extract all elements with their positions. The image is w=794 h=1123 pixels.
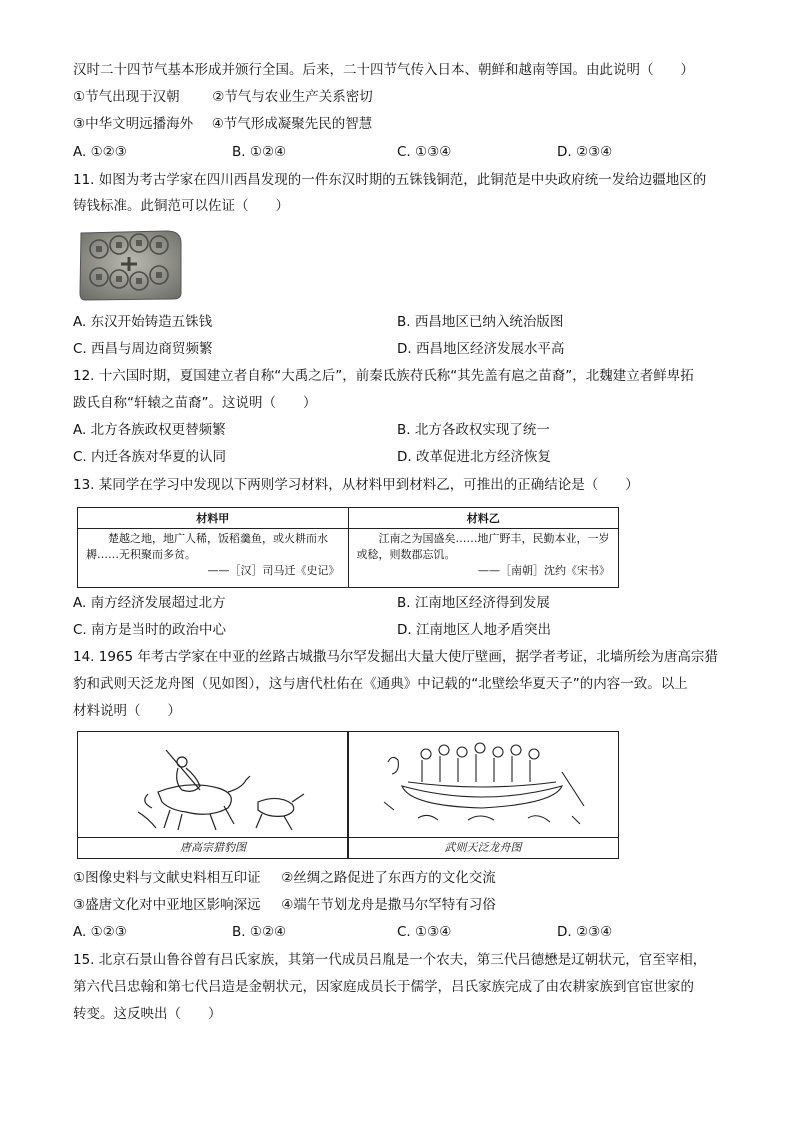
dragon-boat-illustration xyxy=(348,732,618,836)
q14-option-b[interactable]: B. ①②④ xyxy=(232,924,287,940)
q14-stem-line1: 14. 1965 年考古学家在中亚的丝路古城撒马尔罕发掘出大量大使厅壁画，据学者考证，北墙所绘为唐高宗猎 xyxy=(73,649,718,665)
material-b-cell xyxy=(348,529,619,588)
q14-statement-1: ①图像史料与文献史料相互印证 xyxy=(73,870,261,886)
q15-stem-line3: 转变。这反映出（ ） xyxy=(73,1006,222,1022)
q14-option-c[interactable]: C. ①③④ xyxy=(397,924,452,940)
q12-option-a[interactable]: A. 北方各族政权更替频繁 xyxy=(73,422,226,438)
q10-option-b[interactable]: B. ①②④ xyxy=(232,144,287,160)
q13-stem: 13. 某同学在学习中发现以下两则学习材料，从材料甲到材料乙，可推出的正确结论是（ ） xyxy=(73,477,639,493)
q13-option-b[interactable]: B. 江南地区经济得到发展 xyxy=(397,595,550,611)
q10-statement-2: ②节气与农业生产关系密切 xyxy=(212,89,373,105)
q10-statements-2 xyxy=(73,115,372,133)
q10-option-d[interactable]: D. ②③④ xyxy=(557,144,613,160)
material-a-title: 材料甲 xyxy=(78,508,349,529)
material-b-text: 江南之为国盛矣……地广野丰，民勤本业，一岁或稔，则数郡忘饥。 xyxy=(356,532,610,561)
q15-stem-line2: 第六代吕忠翰和第七代吕造是金朝状元，因家庭成员长于儒学，吕氏家族完成了由农耕家族到官宦世家的 xyxy=(73,979,694,995)
material-a-source: ——［汉］司马迁《史记》 xyxy=(207,564,340,577)
q12-stem-line2: 跋氏自称“轩辕之苗裔”。这说明（ ） xyxy=(73,395,317,411)
q13-option-a[interactable]: A. 南方经济发展超过北方 xyxy=(73,595,226,611)
material-b-title: 材料乙 xyxy=(348,508,619,529)
material-a-text: 楚越之地，地广人稀，饭稻羹鱼，或火耕而水耨……无积聚而多贫。 xyxy=(86,532,328,561)
q12-option-c[interactable]: C. 内迁各族对华夏的认同 xyxy=(73,449,227,465)
q11-option-c[interactable]: C. 西昌与周边商贸频繁 xyxy=(73,341,213,357)
q10-statement-4: ④节气形成凝聚先民的智慧 xyxy=(211,116,373,132)
q11-option-b[interactable]: B. 西昌地区已纳入统治版图 xyxy=(397,314,564,330)
q12-option-b[interactable]: B. 北方各政权实现了统一 xyxy=(397,422,550,438)
materials-table xyxy=(77,507,619,588)
q14-statements-1 xyxy=(73,869,496,887)
caption-left: 唐高宗猎豹图 xyxy=(78,837,348,858)
q11-stem-line2: 铸钱标准。此铜范可以佐证（ ） xyxy=(73,198,289,214)
q11-stem-line1: 11. 如图为考古学家在四川西昌发现的一件东汉时期的五铢钱铜范，此铜范是中央政府统一发给边疆地区的 xyxy=(73,172,707,188)
q11-option-d[interactable]: D. 西昌地区经济发展水平高 xyxy=(397,341,565,357)
q14-stem-line3: 材料说明（ ） xyxy=(73,703,181,719)
mural-right-panel xyxy=(347,731,619,859)
q10-option-c[interactable]: C. ①③④ xyxy=(397,144,452,160)
q10-option-a[interactable]: A. ①②③ xyxy=(73,144,127,160)
q14-statements-2 xyxy=(73,896,496,914)
q13-option-c[interactable]: C. 南方是当时的政治中心 xyxy=(73,622,227,638)
q14-option-a[interactable]: A. ①②③ xyxy=(73,924,127,940)
q11-option-a[interactable]: A. 东汉开始铸造五铢钱 xyxy=(73,314,213,330)
q12-stem-line1: 12. 十六国时期，夏国建立者自称“大禹之后”，前秦氐族苻氏称“其先盖有扈之苗裔”，北魏建立者鲜卑拓 xyxy=(73,368,694,384)
q12-option-d[interactable]: D. 改革促进北方经济恢复 xyxy=(397,449,551,465)
q15-stem-line1: 15. 北京石景山鲁谷曾有吕氏家族，其第一代成员吕胤是一个农夫，第三代吕德懋是辽朝状元，官至宰相， xyxy=(73,952,707,968)
mural-left-panel xyxy=(77,731,349,859)
hunting-leopard-illustration xyxy=(78,732,348,836)
q14-stem-line2: 豹和武则天泛龙舟图（见如图），这与唐代杜佑在《通典》中记载的“北壁绘华夏天子”的内容一致。以上 xyxy=(73,676,688,692)
q14-statement-3: ③盛唐文化对中亚地区影响深远 xyxy=(73,897,261,913)
q14-statement-4: ④端午节划龙舟是撒马尔罕特有习俗 xyxy=(281,897,496,913)
material-a-cell xyxy=(78,529,349,588)
caption-right: 武则天泛龙舟图 xyxy=(348,837,618,858)
q10-statements-1 xyxy=(73,88,373,106)
q14-option-d[interactable]: D. ②③④ xyxy=(557,924,613,940)
q14-statement-2: ②丝绸之路促进了东西方的文化交流 xyxy=(281,870,496,886)
q13-option-d[interactable]: D. 江南地区人地矛盾突出 xyxy=(397,622,551,638)
q10-statement-1: ①节气出现于汉朝 xyxy=(73,89,180,105)
q10-stem: 汉时二十四节气基本形成并颁行全国。后来，二十四节气传入日本、朝鲜和越南等国。由此说明（ ） xyxy=(73,62,694,78)
copper-mold-image xyxy=(77,227,185,302)
material-b-source: ——［南朝］沈约《宋书》 xyxy=(478,564,610,577)
q10-statement-3: ③中华文明远播海外 xyxy=(73,116,194,132)
